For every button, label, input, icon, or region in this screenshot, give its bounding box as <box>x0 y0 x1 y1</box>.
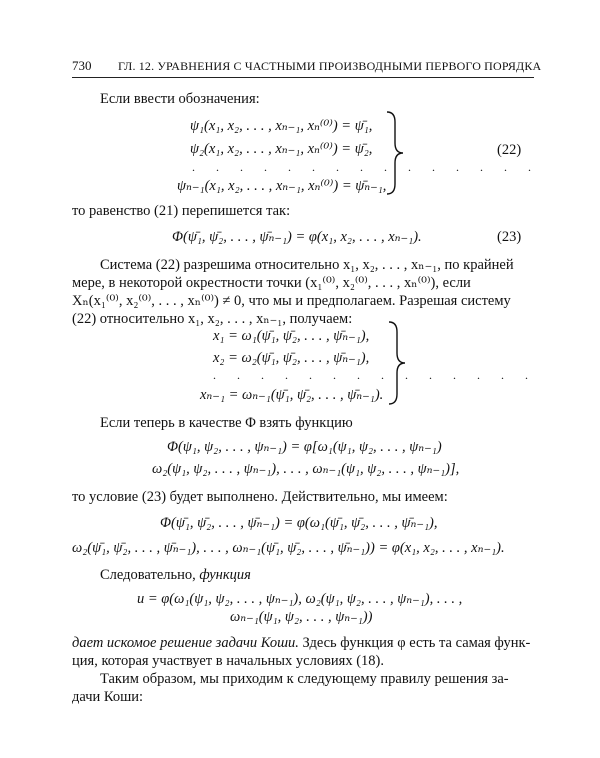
system22-line2: ψ₂(x₁, x₂, . . . , xₙ₋₁, xₙ⁽⁰⁾) = ψ̄₂, <box>190 141 373 157</box>
closing-line2: ция, которая участвует в начальных условиях (18). <box>72 653 385 669</box>
closing-line1 <box>72 634 530 652</box>
system22-line3: ψₙ₋₁(x₁, x₂, . . . , xₙ₋₁, xₙ⁽⁰⁾) = ψ̄ₙ₋₁, <box>177 178 387 194</box>
phi-function-line1: Φ(ψ₁, ψ₂, . . . , ψₙ₋₁) = φ[ω₁(ψ₁, ψ₂, . . . , ψₙ₋₁) <box>167 439 442 455</box>
if-phi-text: Если теперь в качестве Φ взять функцию <box>100 415 353 431</box>
solved-line2: x₂ = ω₂(ψ̄₁, ψ̄₂, . . . , ψ̄ₙ₋₁), <box>213 350 370 366</box>
closing-line4: дачи Коши: <box>72 689 144 705</box>
chapter-title: ГЛ. 12. УРАВНЕНИЯ С ЧАСТНЫМИ ПРОИЗВОДНЫМИ ПЕРВОГО ПОРЯДКА <box>118 59 542 73</box>
consequently-prefix: Следовательно, <box>100 567 200 583</box>
equation-23: Φ(ψ̄₁, ψ̄₂, . . . , ψ̄ₙ₋₁) = φ(x₁, x₂, . . . , xₙ₋₁). <box>172 229 422 245</box>
paragraph-system-line4: (22) относительно x₁, x₂, . . . , xₙ₋₁, получаем: <box>72 311 353 327</box>
intro-notation-text: Если ввести обозначения: <box>100 91 260 107</box>
header-rule <box>72 77 534 78</box>
verification-line2: ω₂(ψ̄₁, ψ̄₂, . . . , ψ̄ₙ₋₁), . . . , ωₙ₋₁(ψ̄₁, ψ̄₂, . . . , ψ̄ₙ₋₁)) = φ(x₁, x₂, . . . , xₙ₋₁). <box>72 540 505 556</box>
equation-number-23: (23) <box>497 229 522 245</box>
solved-system-right-brace <box>386 320 408 406</box>
closing-line3: Таким образом, мы приходим к следующему правилу решения за- <box>100 671 509 687</box>
system22-line1: ψ₁(x₁, x₂, . . . , xₙ₋₁, xₙ⁽⁰⁾) = ψ̄₁, <box>190 118 373 134</box>
paragraph-system-line3: Xₙ(x₁⁽⁰⁾, x₂⁽⁰⁾, . . . , xₙ⁽⁰⁾) ≠ 0, что мы и предполагаем. Разрешая систему <box>72 293 511 309</box>
page-number: 730 <box>72 58 92 73</box>
rewrite-text: то равенство (21) перепишется так: <box>72 203 291 219</box>
closing-italic: дает искомое решение задачи Коши. <box>72 635 299 651</box>
closing-rest: Здесь функция φ есть та самая функ- <box>298 635 531 651</box>
consequently-italic: функция <box>199 567 251 583</box>
solved-dots: . . . . . . . . . . . . . . <box>213 368 537 382</box>
u-function-line1: u = φ(ω₁(ψ₁, ψ₂, . . . , ψₙ₋₁), ω₂(ψ₁, ψ₂, . . . , ψₙ₋₁), . . . , <box>137 591 463 607</box>
consequently-text <box>100 566 251 584</box>
condition-text: то условие (23) будет выполнено. Действительно, мы имеем: <box>72 489 448 505</box>
system22-right-brace <box>384 110 406 196</box>
paragraph-system-line2: мере, в некоторой окрестности точки (x₁⁽⁰⁾, x₂⁽⁰⁾, . . . , xₙ⁽⁰⁾), если <box>72 275 471 291</box>
solved-line1: x₁ = ω₁(ψ̄₁, ψ̄₂, . . . , ψ̄ₙ₋₁), <box>213 328 370 344</box>
phi-function-line2: ω₂(ψ₁, ψ₂, . . . , ψₙ₋₁), . . . , ωₙ₋₁(ψ₁, ψ₂, . . . , ψₙ₋₁)], <box>152 461 460 477</box>
verification-line1: Φ(ψ̄₁, ψ̄₂, . . . , ψ̄ₙ₋₁) = φ(ω₁(ψ̄₁, ψ̄₂, . . . , ψ̄ₙ₋₁), <box>160 515 438 531</box>
paragraph-system-line1: Система (22) разрешима относительно x₁, x₂, . . . , xₙ₋₁, по крайней <box>100 257 514 273</box>
u-function-line2: ωₙ₋₁(ψ₁, ψ₂, . . . , ψₙ₋₁)) <box>230 609 373 625</box>
solved-line3: xₙ₋₁ = ωₙ₋₁(ψ̄₁, ψ̄₂, . . . , ψ̄ₙ₋₁). <box>200 387 384 403</box>
equation-number-22: (22) <box>497 142 522 158</box>
system22-dots: . . . . . . . . . . . . . . . <box>192 160 540 174</box>
